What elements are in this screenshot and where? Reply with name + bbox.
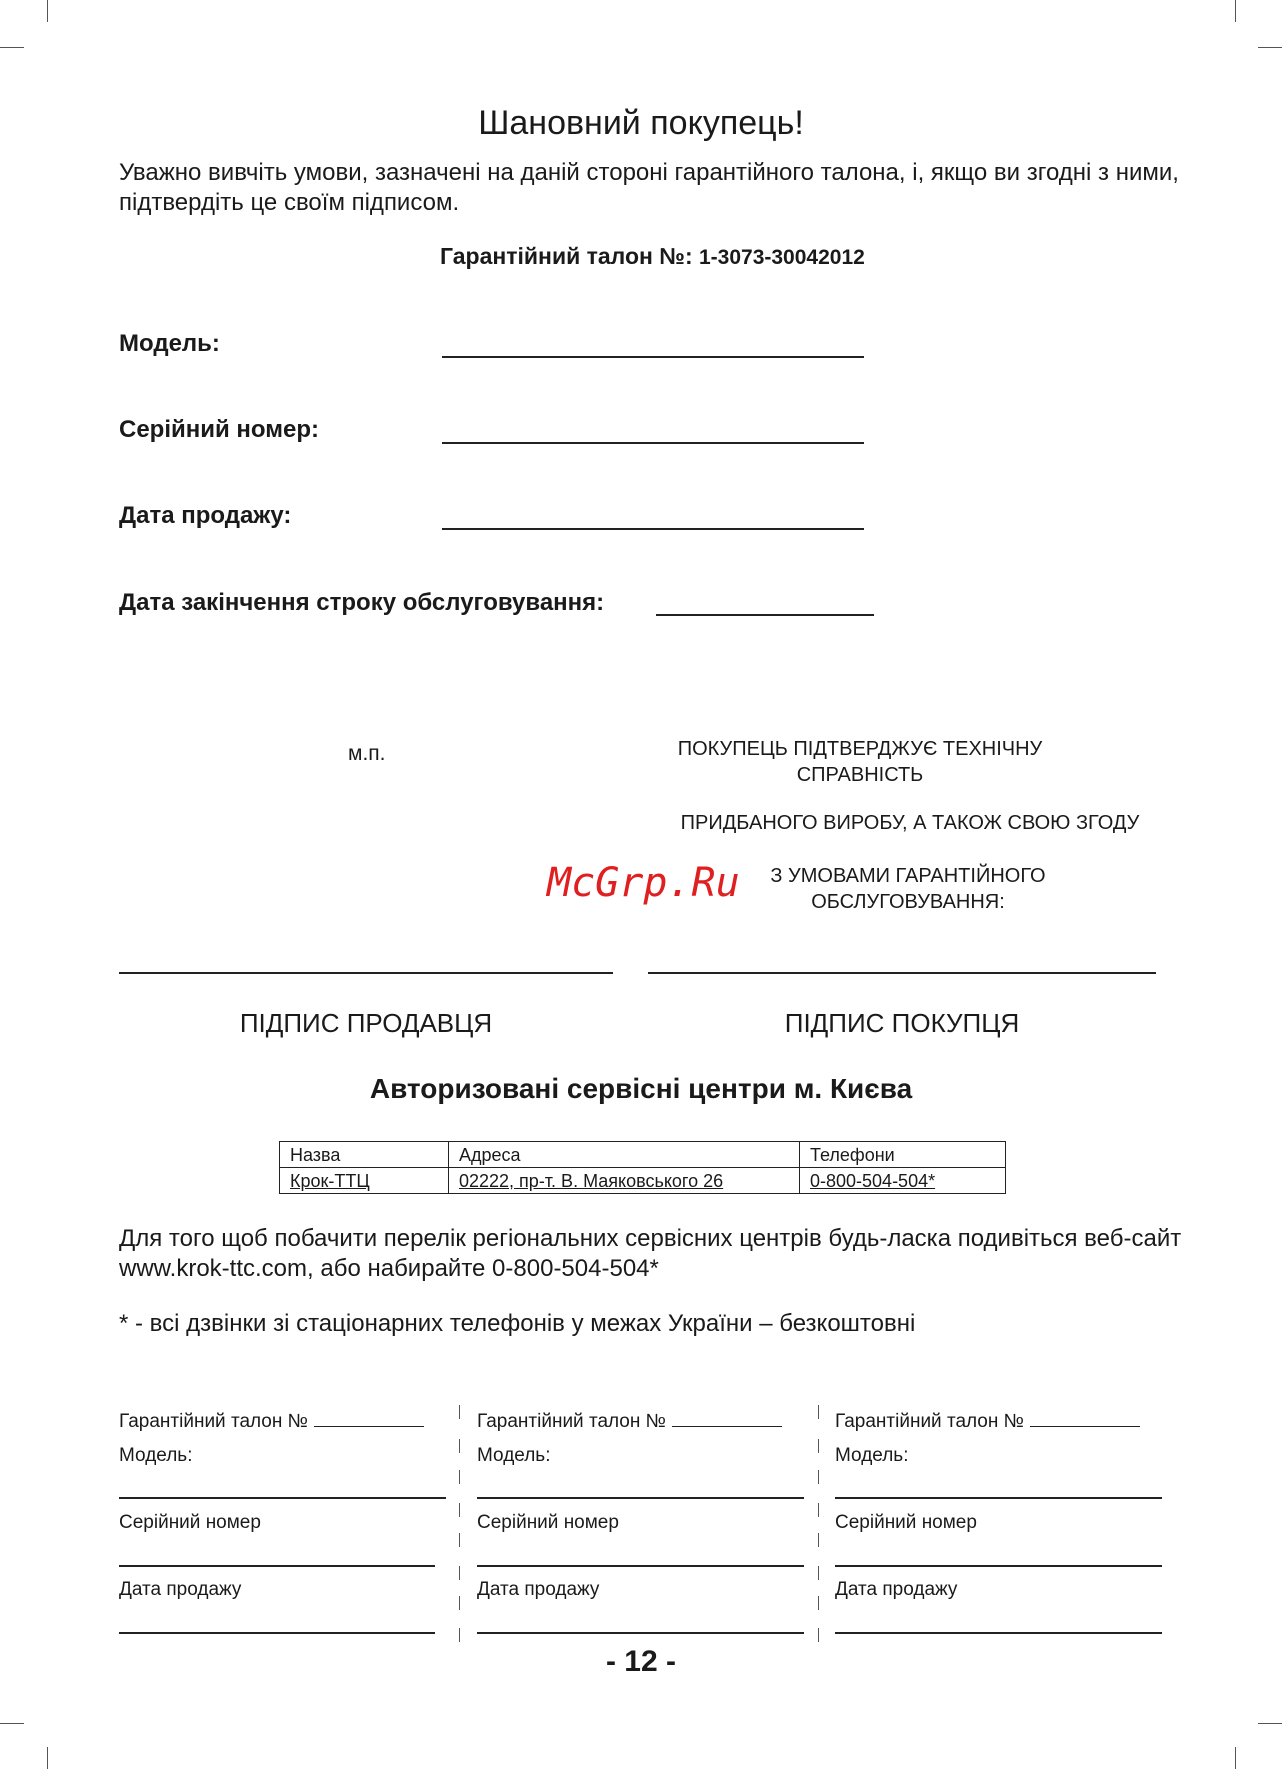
coupon-serial-label: Серійний номер (119, 1512, 261, 1533)
sale-date-label: Дата продажу: (119, 502, 292, 529)
coupon-talon-text: Гарантійний талон № (835, 1411, 1025, 1432)
buyer-signature-line (648, 972, 1156, 974)
table-row (280, 1168, 1006, 1194)
confirm-text-1 (660, 736, 1060, 788)
free-calls-note: * - всі дзвінки зі стаціонарних телефонів у межах України – безкоштовні (119, 1310, 916, 1337)
confirm-line-1: ПОКУПЕЦЬ ПІДТВЕРДЖУЄ ТЕХНІЧНУ (677, 738, 1043, 760)
coupon-model-line (477, 1497, 804, 1499)
coupon-talon-label (477, 1411, 782, 1433)
expiry-line (656, 614, 874, 616)
cut-mark (459, 1405, 460, 1419)
cut-mark (818, 1628, 819, 1642)
warranty-number-label: Гарантійний талон №: (440, 243, 693, 269)
cut-mark (818, 1566, 819, 1580)
confirm-line-4: З УМОВАМИ ГАРАНТІЙНОГО (770, 865, 1046, 887)
confirm-text-2 (738, 863, 1078, 915)
service-centers-title: Авторизовані сервісні центри м. Києва (369, 1073, 913, 1104)
crop-mark (47, 1747, 48, 1769)
expiry-label: Дата закінчення строку обслуговування: (119, 589, 605, 616)
regional-centers-note: Для того щоб побачити перелік регіональних сервісних центрів будь-ласка подивіться веб-сайт www.krok-ttc.com, або набирайте 0-800-504-504* (119, 1225, 1182, 1282)
crop-mark (1258, 47, 1282, 48)
sale-date-line (442, 528, 864, 530)
service-centers-table (279, 1141, 1006, 1194)
coupon-sale-date-label: Дата продажу (477, 1579, 600, 1600)
cut-mark (818, 1470, 819, 1484)
cut-mark (459, 1566, 460, 1580)
page-number: - 12 - (605, 1645, 677, 1678)
intro-text: Уважно вивчіть умови, зазначені на даній стороні гарантійного талона, і, якщо ви згодні з ними, підтвердіть це своїм підписом. (119, 159, 1179, 216)
coupon-talon-text: Гарантійний талон № (477, 1411, 667, 1432)
seller-signature-label: ПІДПИС ПРОДАВЦЯ (239, 1008, 493, 1038)
coupon-model-line (119, 1497, 446, 1499)
watermark: McGrp.Ru (547, 860, 740, 906)
coupon-model-label: Модель: (119, 1445, 193, 1466)
cut-mark (818, 1503, 819, 1517)
cut-mark (459, 1628, 460, 1642)
header-address: Адреса (449, 1142, 800, 1168)
coupon-sale-date-label: Дата продажу (835, 1579, 958, 1600)
warranty-number (440, 243, 865, 270)
cell-phone: 0-800-504-504* (800, 1168, 1006, 1194)
crop-mark (1235, 0, 1236, 22)
stamp-mark: м.п. (348, 742, 386, 765)
header-name: Назва (280, 1142, 449, 1168)
coupon-serial-line (835, 1565, 1162, 1567)
crop-mark (47, 0, 48, 22)
serial-label: Серійний номер: (119, 416, 320, 443)
coupon-talon-line (672, 1426, 782, 1428)
crop-mark (0, 1723, 24, 1724)
coupon-sale-date-line (119, 1632, 435, 1634)
header-phones: Телефони (800, 1142, 1006, 1168)
crop-mark (1258, 1723, 1282, 1724)
table-header-row (280, 1142, 1006, 1168)
confirm-line-2: СПРАВНІСТЬ (796, 764, 924, 786)
page-title: Шановний покупець! (478, 104, 804, 142)
model-label: Модель: (119, 330, 220, 357)
coupon-talon-label (835, 1411, 1140, 1433)
cut-mark (459, 1503, 460, 1517)
coupon-talon-line (314, 1426, 424, 1428)
cut-mark (459, 1596, 460, 1610)
coupon-talon-line (1030, 1426, 1140, 1428)
cell-address: 02222, пр-т. В. Маяковського 26 (449, 1168, 800, 1194)
coupon-serial-label: Серійний номер (835, 1512, 977, 1533)
buyer-signature-label: ПІДПИС ПОКУПЦЯ (784, 1008, 1020, 1038)
cut-mark (459, 1470, 460, 1484)
crop-mark (0, 47, 24, 48)
coupon-serial-label: Серійний номер (477, 1512, 619, 1533)
coupon-sale-date-label: Дата продажу (119, 1579, 242, 1600)
cut-mark (818, 1533, 819, 1547)
coupon-serial-line (119, 1565, 435, 1567)
cut-mark (459, 1533, 460, 1547)
coupon-model-line (835, 1497, 1162, 1499)
seller-signature-line (119, 972, 613, 974)
coupon-model-label: Модель: (835, 1445, 909, 1466)
coupon-talon-text: Гарантійний талон № (119, 1411, 309, 1432)
confirm-line-5: ОБСЛУГОВУВАННЯ: (811, 891, 1005, 913)
cut-mark (818, 1405, 819, 1419)
confirm-line-3: ПРИДБАНОГО ВИРОБУ, А ТАКОЖ СВОЮ ЗГОДУ (680, 812, 1140, 834)
coupon-model-label: Модель: (477, 1445, 551, 1466)
coupon-sale-date-line (835, 1632, 1162, 1634)
cell-name: Крок-ТТЦ (280, 1168, 449, 1194)
cut-mark (818, 1439, 819, 1453)
model-line (442, 356, 864, 358)
crop-mark (1235, 1747, 1236, 1769)
coupon-serial-line (477, 1565, 804, 1567)
coupon-sale-date-line (477, 1632, 804, 1634)
cut-mark (459, 1439, 460, 1453)
coupon-talon-label (119, 1411, 424, 1433)
warranty-number-value: 1-3073-30042012 (699, 246, 865, 269)
cut-mark (818, 1596, 819, 1610)
serial-line (442, 442, 864, 444)
